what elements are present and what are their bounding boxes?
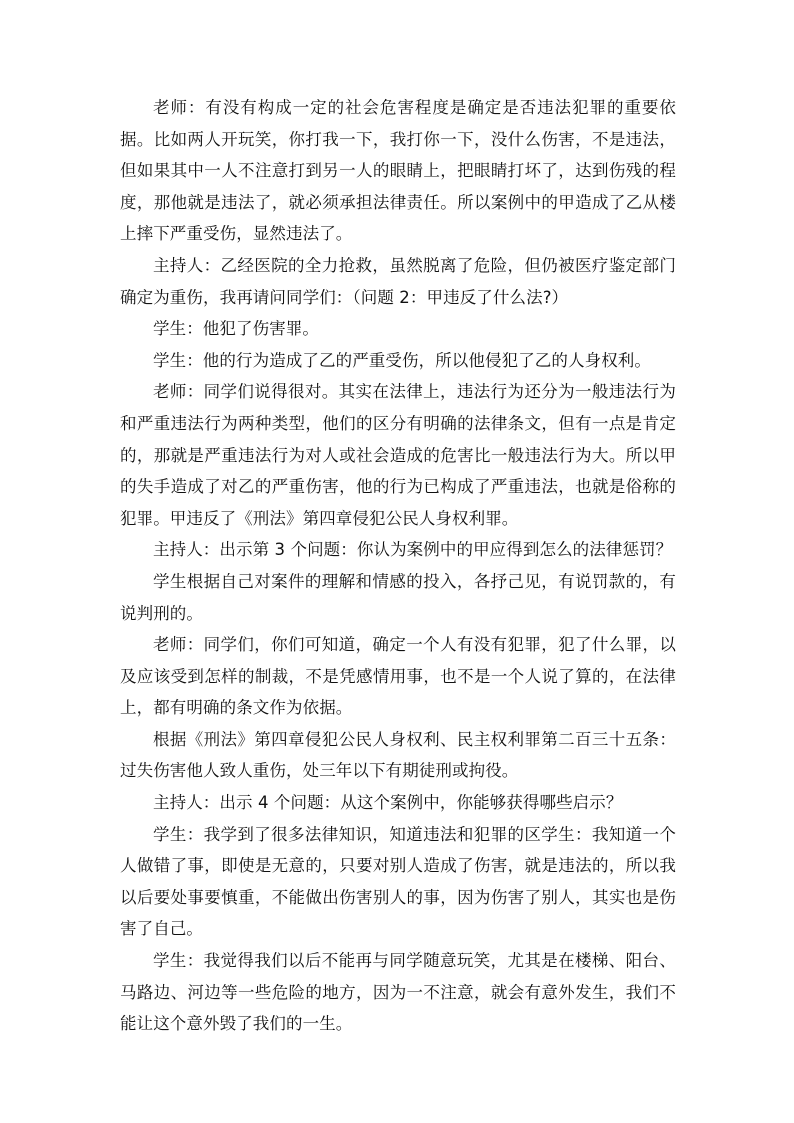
paragraph-student-lesson-1: 学生：我学到了很多法律知识，知道违法和犯罪的区学生：我知道一个人做错了事，即使是无意的，只要对别人造成了伤害，就是违法的，所以我以后要处事要慎重，不能做出伤害别人的事，因为伤害了别人，其实也是伤害了自己。 — [120, 824, 676, 939]
paragraph-student-lesson-2: 学生：我觉得我们以后不能再与同学随意玩笑，尤其是在楼梯、阳台、马路边、河边等一些危险的地方，因为一不注意，就会有意外发生，我们不能让这个意外毁了我们的一生。 — [120, 951, 676, 1034]
paragraph-criminal-law-article: 根据《刑法》第四章侵犯公民人身权利、民主权利罪第二百三十五条：过失伤害他人致人重伤，处三年以下有期徒刑或拘役。 — [120, 729, 676, 781]
paragraph-host-question-4: 主持人：出示 4 个问题：从这个案例中，你能够获得哪些启示？ — [153, 793, 623, 813]
paragraph-student-injury-crime: 学生：他犯了伤害罪。 — [153, 319, 319, 339]
paragraph-students-opinions: 学生根据自己对案件的理解和情感的投入，各抒己见，有说罚款的，有说判刑的。 — [120, 571, 676, 623]
paragraph-host-question-2: 主持人：乙经医院的全力抢救，虽然脱离了危险，但仍被医疗鉴定部门确定为重伤，我再请问同学们：（问题 2：甲违反了什么法?） — [120, 255, 676, 307]
paragraph-teacher-harm-criteria: 老师：有没有构成一定的社会危害程度是确定是否违法犯罪的重要依据。比如两人开玩笑，你打我一下，我打你一下，没什么伤害，不是违法，但如果其中一人不注意打到另一人的眼睛上，把眼睛打坏了，达到伤残的程度，那他就是违法了，就必须承担法律责任。所以案例中的甲造成了乙从楼上摔下严重受伤，显然违法了。 — [120, 98, 676, 244]
paragraph-teacher-violation-types: 老师：同学们说得很对。其实在法律上，违法行为还分为一般违法行为和严重违法行为两种类型，他们的区分有明确的法律条文，但有一点是肯定的，那就是严重违法行为对人或社会造成的危害比一般违法行为大。所以甲的失手造成了对乙的严重伤害，他的行为已构成了严重违法，也就是俗称的犯罪。甲违反了《刑法》第四章侵犯公民人身权利罪。 — [120, 382, 676, 528]
paragraph-student-personal-rights: 学生：他的行为造成了乙的严重受伤，所以他侵犯了乙的人身权利。 — [153, 350, 651, 370]
paragraph-host-question-3: 主持人：出示第 3 个问题：你认为案例中的甲应得到怎么的法律惩罚？ — [153, 540, 673, 560]
document-body — [120, 92, 676, 1040]
paragraph-teacher-legal-basis: 老师：同学们，你们可知道，确定一个人有没有犯罪，犯了什么罪，以及应该受到怎样的制裁，不是凭感情用事，也不是一个人说了算的，在法律上，都有明确的条文作为依据。 — [120, 635, 676, 718]
